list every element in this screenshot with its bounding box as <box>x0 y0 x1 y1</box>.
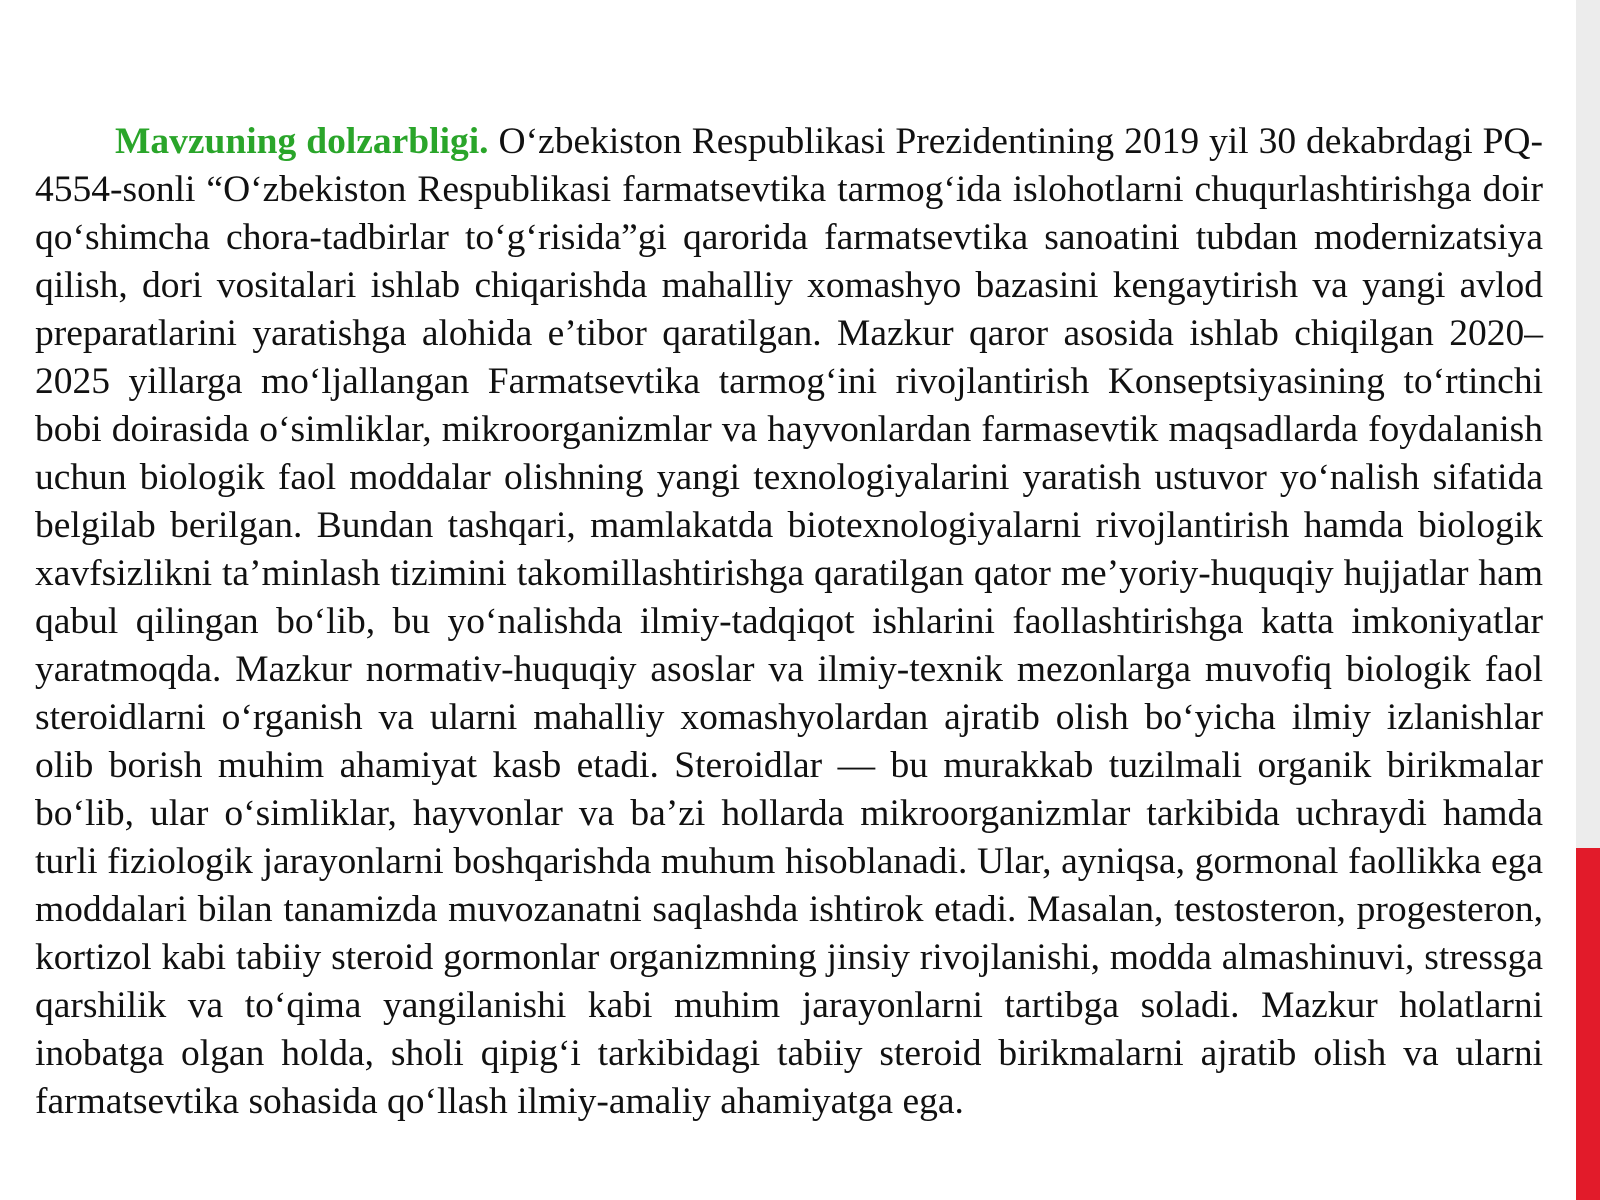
paragraph-body: O‘zbekiston Respublikasi Prezidentining 2019 yil 30 dekabrdagi PQ-4554-sonli “O‘zbekiston Respublikasi farmatsevtika tarmog‘ida islohotlarni chuqurlashtirishga doir qo‘shimcha chora-tadbirlar to‘g‘risida”gi qarorida farmatsevtika sanoatini tubdan modernizatsiya qilish, dori vositalari ishlab chiqarishda mahalliy xomashyo bazasini kengaytirish va yangi avlod preparatlarini yaratishga alohida e’tibor qaratilgan. Mazkur qaror asosida ishlab chiqilgan 2020–2025 yillarga mo‘ljallangan Farmatsevtika tarmog‘ini rivojlantirish Konseptsiyasining to‘rtinchi bobi doirasida o‘simliklar, mikroorganizmlar va hayvonlardan farmasevtik maqsadlarda foydalanish uchun biologik faol moddalar olishning yangi texnologiyalarini yaratish ustuvor yo‘nalish sifatida belgilab berilgan. Bundan tashqari, mamlakatda biotexnologiyalarni rivojlantirish hamda biologik xavfsizlikni ta’minlash tizimini takomillashtirishga qaratilgan qator me’yoriy-huquqiy hujjatlar ham qabul qilingan bo‘lib, bu yo‘nalishda ilmiy-tadqiqot ishlarini faollashtirishga katta imkoniyatlar yaratmoqda. Mazkur normativ-huquqiy asoslar va ilmiy-texnik mezonlarga muvofiq biologik faol steroidlarni o‘rganish va ularni mahalliy xomashyolardan ajratib olish bo‘yicha ilmiy izlanishlar olib borish muhim ahamiyat kasb etadi. Steroidlar — bu murakkab tuzilmali organik birikmalar bo‘lib, ular o‘simliklar, hayvonlar va ba’zi hollarda mikroorganizmlar tarkibida uchraydi hamda turli fiziologik jarayonlarni boshqarishda muhum hisoblanadi. Ular, ayniqsa, gormonal faollikka ega moddalari bilan tanamizda muvozanatni saqlashda ishtirok etadi. Masalan, testosteron, progesteron, kortizol kabi tabiiy steroid gormonlar organizmning jinsiy rivojlanishi, modda almashinuvi, stressga qarshilik va to‘qima yangilanishi kabi muhim jarayonlarni tartibga soladi. Mazkur holatlarni inobatga olgan holda, sholi qipig‘i tarkibidagi tabiiy steroid birikmalarni ajratib olish va ularni farmatsevtika sohasida qo‘llash ilmiy-amaliy ahamiyatga ega. <box>35 120 1543 1122</box>
section-heading: Mavzuning dolzarbligi. <box>115 120 489 162</box>
accent-decor-bar <box>1576 848 1600 1200</box>
main-paragraph <box>35 118 1543 1126</box>
